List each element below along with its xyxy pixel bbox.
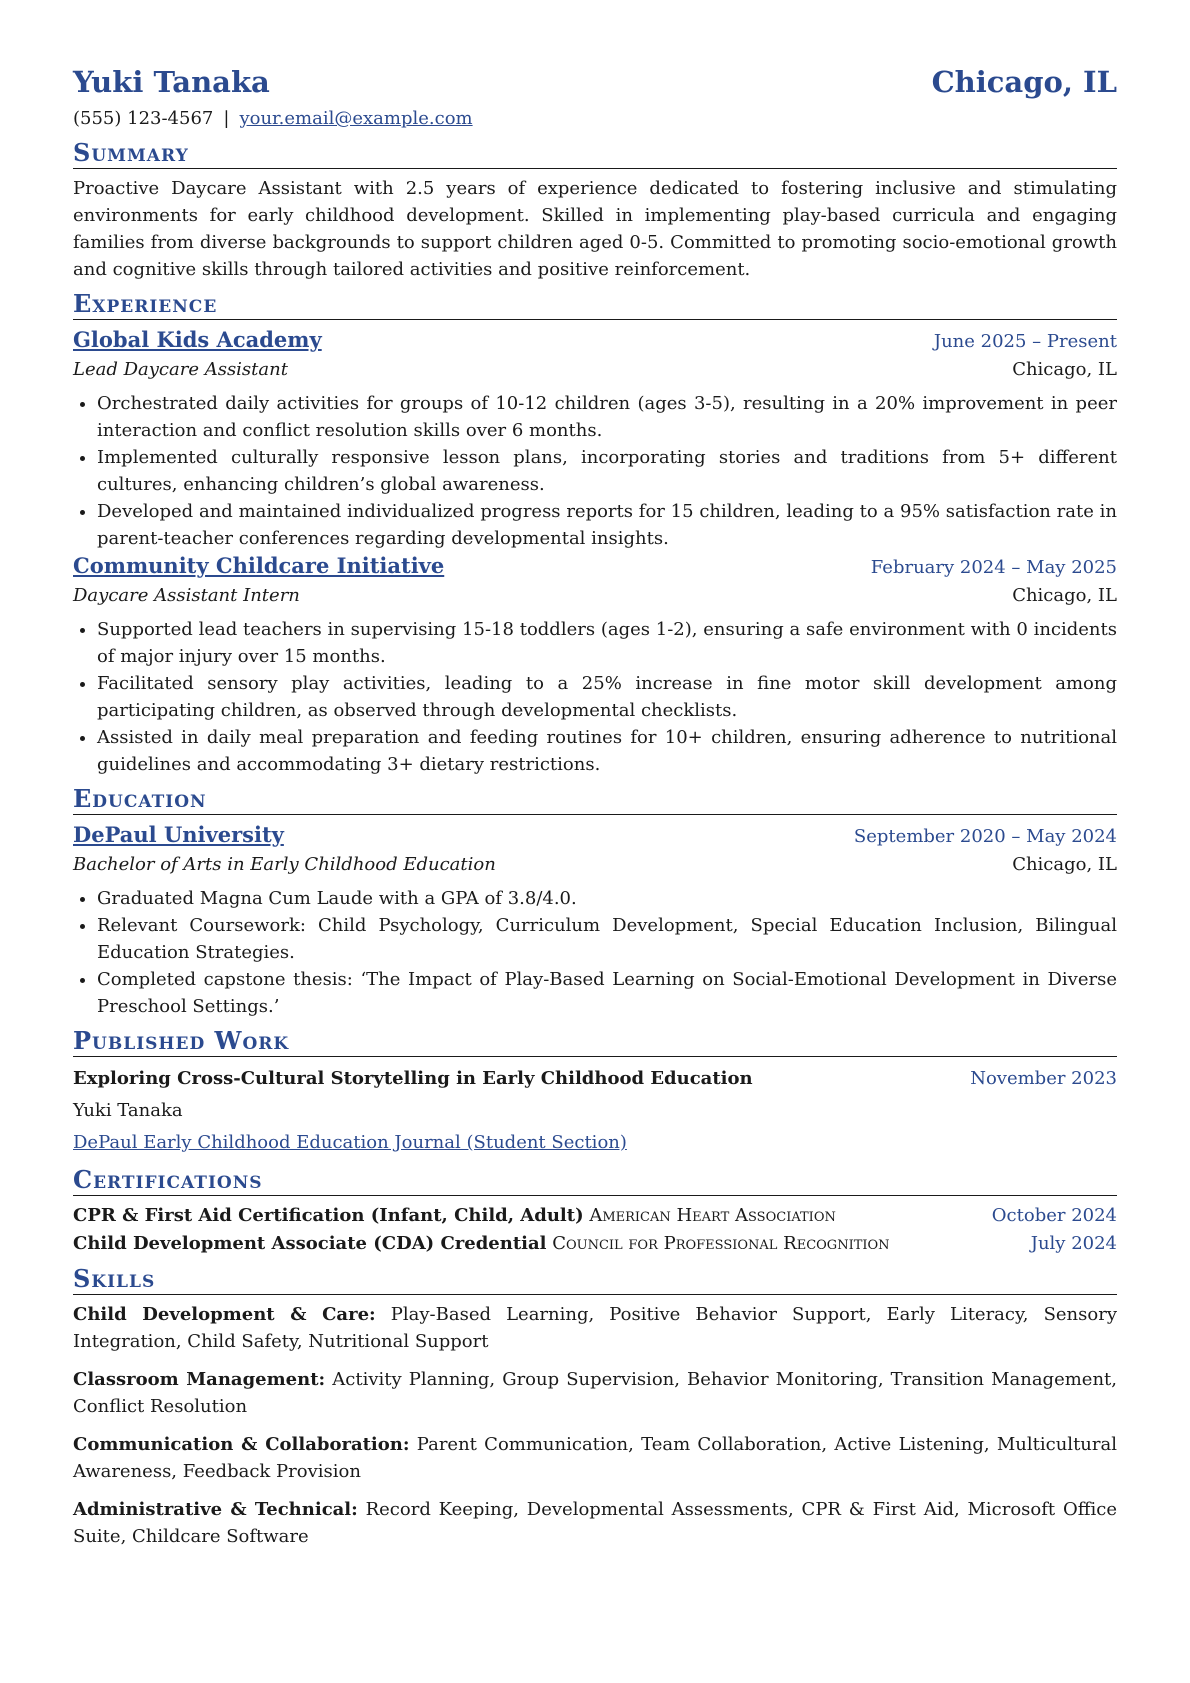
job-dates: February 2024 – May 2025 — [870, 557, 1117, 578]
certification-date: July 2024 — [1030, 1233, 1117, 1254]
skill-group — [73, 1431, 1117, 1485]
degree: Bachelor of Arts in Early Childhood Education — [73, 854, 496, 875]
section-title-certifications: Certifications — [73, 1165, 1117, 1196]
skill-group-items: Activity Planning, Group Supervision, Behavior Monitoring, Transition Management, Conflict Resolution — [73, 1369, 1117, 1417]
publication-title: Exploring Cross-Cultural Storytelling in Early Childhood Education — [73, 1068, 753, 1089]
candidate-name: Yuki Tanaka — [73, 65, 270, 99]
job-location: Chicago, IL — [1012, 585, 1117, 606]
skill-group-items: Record Keeping, Developmental Assessments, CPR & First Aid, Microsoft Office Suite, Childcare Software — [73, 1499, 1117, 1547]
section-title-published: Published Work — [73, 1026, 1117, 1057]
candidate-location: Chicago, IL — [931, 65, 1117, 99]
certification-issuer: Council for Professional Recognition — [552, 1233, 890, 1254]
skill-group-label: Administrative & Technical: — [73, 1499, 358, 1520]
education-dates: September 2020 – May 2024 — [853, 826, 1117, 847]
section-title-education: Education — [73, 784, 1117, 815]
publication-venue-link[interactable]: DePaul Early Childhood Education Journal (Student Section) — [73, 1132, 627, 1153]
job-role: Lead Daycare Assistant — [73, 359, 288, 380]
bullet-item: • Orchestrated daily activities for groups of 10-12 children (ages 3-5), resulting in a 20% improvement in peer interaction and conflict resolution skills over 6 months. — [97, 390, 1117, 444]
skill-group-label: Classroom Management: — [73, 1369, 326, 1390]
skills-section — [73, 1264, 1117, 1550]
certification-name: CPR & First Aid Certification (Infant, Child, Adult) — [73, 1205, 584, 1226]
contact-separator: | — [223, 108, 230, 129]
phone-number: (555) 123-4567 — [73, 108, 214, 129]
section-title-experience: Experience — [73, 289, 1117, 320]
certification-issuer: American Heart Association — [589, 1205, 836, 1226]
skill-group — [73, 1366, 1117, 1420]
experience-section — [73, 289, 1117, 778]
certification-date: October 2024 — [991, 1205, 1117, 1226]
publication-author: Yuki Tanaka — [73, 1100, 183, 1121]
bullet-item: • Facilitated sensory play activities, leading to a 25% increase in fine motor skill development among participating children, as observed through developmental checklists. — [97, 670, 1117, 724]
skill-group-items: Play-Based Learning, Positive Behavior Support, Early Literacy, Sensory Integration, Child Safety, Nutritional Support — [73, 1304, 1117, 1352]
contact-line — [73, 106, 1117, 132]
skill-group-items: Parent Communication, Team Collaboration, Active Listening, Multicultural Awareness, Feedback Provision — [73, 1434, 1117, 1482]
job-entry — [73, 326, 1117, 552]
skill-group-label: Child Development & Care: — [73, 1304, 376, 1325]
publication-date: November 2023 — [970, 1068, 1117, 1089]
skill-group — [73, 1301, 1117, 1355]
job-bullets — [73, 390, 1117, 552]
job-entry — [73, 552, 1117, 778]
education-location: Chicago, IL — [1012, 854, 1117, 875]
bullet-item: • Supported lead teachers in supervising 15-18 toddlers (ages 1-2), ensuring a safe environment with 0 incidents of major injury over 15 months. — [97, 616, 1117, 670]
skill-group — [73, 1496, 1117, 1550]
employer-link[interactable]: Global Kids Academy — [73, 327, 322, 352]
education-section — [73, 784, 1117, 1020]
bullet-item: • Developed and maintained individualized progress reports for 15 children, leading to a 95% satisfaction rate in parent-teacher conferences regarding developmental insights. — [97, 498, 1117, 552]
education-bullets — [73, 885, 1117, 1020]
certification-row — [73, 1202, 1117, 1230]
published-section — [73, 1026, 1117, 1159]
employer-link[interactable]: Community Childcare Initiative — [73, 553, 445, 578]
school-link[interactable]: DePaul University — [73, 822, 284, 847]
certification-name: Child Development Associate (CDA) Credential — [73, 1233, 547, 1254]
bullet-item: • Relevant Coursework: Child Psychology, Curriculum Development, Special Education Inclusion, Bilingual Education Strategies. — [97, 912, 1117, 966]
certification-row — [73, 1230, 1117, 1258]
job-location: Chicago, IL — [1012, 359, 1117, 380]
job-bullets — [73, 616, 1117, 778]
bullet-item: • Completed capstone thesis: ‘The Impact of Play-Based Learning on Social-Emotional Development in Diverse Preschool Settings.’ — [97, 966, 1117, 1020]
section-title-summary: Summary — [73, 138, 1117, 169]
summary-text: Proactive Daycare Assistant with 2.5 years of experience dedicated to fostering inclusive and stimulating environments for early childhood development. Skilled in implementing play-based curricula and engaging families from diverse backgrounds to support children aged 0-5. Committed to promoting socio-emotional growth and cognitive skills through tailored activities and positive reinforcement. — [73, 178, 1117, 280]
resume-header — [73, 64, 1117, 100]
bullet-item: • Implemented culturally responsive lesson plans, incorporating stories and traditions from 5+ different cultures, enhancing children’s global awareness. — [97, 444, 1117, 498]
skill-group-label: Communication & Collaboration: — [73, 1434, 410, 1455]
job-dates: June 2025 – Present — [933, 331, 1117, 352]
job-role: Daycare Assistant Intern — [73, 585, 300, 606]
summary-section — [73, 138, 1117, 283]
bullet-item: • Graduated Magna Cum Laude with a GPA of 3.8/4.0. — [97, 885, 1117, 912]
email-link[interactable]: your.email@example.com — [239, 108, 473, 129]
bullet-item: • Assisted in daily meal preparation and feeding routines for 10+ children, ensuring adherence to nutritional guidelines and accommodating 3+ dietary restrictions. — [97, 724, 1117, 778]
certifications-section — [73, 1165, 1117, 1258]
section-title-skills: Skills — [73, 1264, 1117, 1295]
